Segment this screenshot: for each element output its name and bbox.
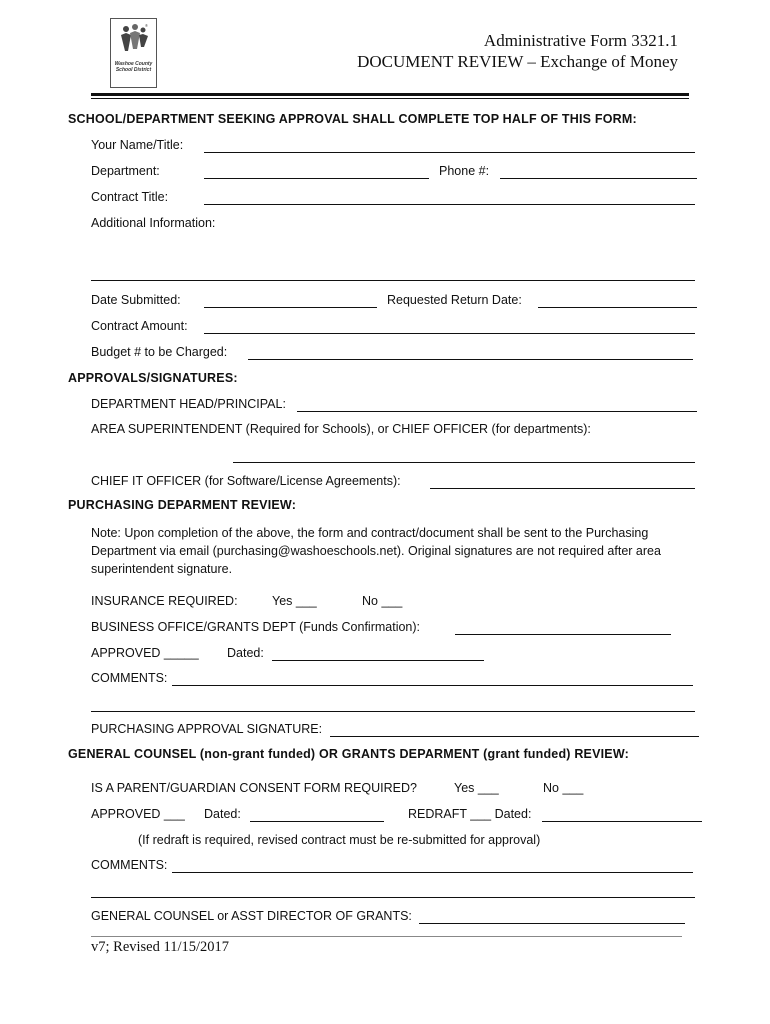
footer-rule bbox=[91, 936, 682, 937]
purchasing-sig-field[interactable] bbox=[330, 736, 699, 737]
people-icon bbox=[117, 23, 151, 55]
budget-field[interactable] bbox=[248, 359, 693, 360]
contract-title-label: Contract Title: bbox=[91, 190, 169, 204]
counsel-comments-label: COMMENTS: bbox=[91, 858, 168, 872]
revision-note: v7; Revised 11/15/2017 bbox=[91, 939, 230, 955]
logo-text-line2: School District bbox=[115, 67, 152, 73]
section1-heading: SCHOOL/DEPARTMENT SEEKING APPROVAL SHALL COMPLETE TOP HALF OF THIS FORM: bbox=[68, 112, 637, 126]
purchasing-sig-label: PURCHASING APPROVAL SIGNATURE: bbox=[91, 722, 323, 736]
purchasing-note: Note: Upon completion of the above, the form and contract/document shall be sent to the Purchasing Department via email (purchasing@washoeschools.net). Original signatures are not required after area superintendent signature. bbox=[91, 526, 661, 576]
dept-head-label: DEPARTMENT HEAD/PRINCIPAL: bbox=[91, 397, 286, 411]
purchasing-comments-line2[interactable] bbox=[91, 711, 695, 712]
chief-it-label: CHIEF IT OFFICER (for Software/License Agreements): bbox=[91, 474, 401, 488]
form-title: DOCUMENT REVIEW – Exchange of Money bbox=[357, 52, 678, 71]
name-title-label: Your Name/Title: bbox=[91, 138, 184, 152]
section3-heading: PURCHASING DEPARMENT REVIEW: bbox=[68, 498, 297, 512]
consent-no[interactable]: No ___ bbox=[543, 781, 584, 795]
dept-head-field[interactable] bbox=[297, 411, 697, 412]
business-office-field[interactable] bbox=[455, 634, 671, 635]
phone-label: Phone #: bbox=[439, 164, 490, 178]
business-office-label: BUSINESS OFFICE/GRANTS DEPT (Funds Confirmation): bbox=[91, 620, 421, 634]
phone-field[interactable] bbox=[500, 178, 697, 179]
area-super-field[interactable] bbox=[233, 462, 695, 463]
contract-amount-field[interactable] bbox=[204, 333, 695, 334]
insurance-no[interactable]: No ___ bbox=[362, 594, 403, 608]
requested-return-label: Requested Return Date: bbox=[387, 293, 522, 307]
svg-text:®: ® bbox=[145, 23, 148, 28]
counsel-dated-field[interactable] bbox=[250, 821, 384, 822]
additional-info-label: Additional Information: bbox=[91, 216, 216, 230]
counsel-comments-line2[interactable] bbox=[91, 897, 695, 898]
department-field[interactable] bbox=[204, 178, 429, 179]
header-rule bbox=[91, 93, 689, 96]
logo-text-line1: Washoe County bbox=[114, 61, 153, 67]
counsel-dated-label: Dated: bbox=[204, 807, 241, 821]
area-super-label: AREA SUPERINTENDENT (Required for Schools), or CHIEF OFFICER (for departments): bbox=[91, 422, 591, 436]
form-number: Administrative Form 3321.1 bbox=[483, 31, 678, 50]
contract-title-field[interactable] bbox=[204, 204, 695, 205]
section4-heading: GENERAL COUNSEL (non-grant funded) OR GRANTS DEPARMENT (grant funded) REVIEW: bbox=[68, 747, 629, 761]
date-submitted-field[interactable] bbox=[204, 307, 377, 308]
header-rule-thin bbox=[91, 98, 689, 99]
purchasing-comments-field[interactable] bbox=[172, 685, 693, 686]
consent-yes[interactable]: Yes ___ bbox=[454, 781, 499, 795]
purchasing-dated-label: Dated: bbox=[227, 646, 264, 660]
insurance-label: INSURANCE REQUIRED: bbox=[91, 594, 238, 608]
contract-amount-label: Contract Amount: bbox=[91, 319, 188, 333]
purchasing-dated-field[interactable] bbox=[272, 660, 484, 661]
consent-label: IS A PARENT/GUARDIAN CONSENT FORM REQUIRED? bbox=[91, 781, 417, 795]
date-submitted-label: Date Submitted: bbox=[91, 293, 181, 307]
gc-sig-label: GENERAL COUNSEL or ASST DIRECTOR OF GRANTS: bbox=[91, 909, 412, 923]
department-label: Department: bbox=[91, 164, 160, 178]
counsel-approved[interactable]: APPROVED ___ bbox=[91, 807, 185, 821]
district-logo bbox=[110, 18, 157, 88]
section2-heading: APPROVALS/SIGNATURES: bbox=[68, 371, 238, 385]
purchasing-comments-label: COMMENTS: bbox=[91, 671, 168, 685]
redraft-label: REDRAFT ___ Dated: bbox=[408, 807, 532, 821]
insurance-yes[interactable]: Yes ___ bbox=[272, 594, 317, 608]
requested-return-field[interactable] bbox=[538, 307, 697, 308]
chief-it-field[interactable] bbox=[430, 488, 695, 489]
redraft-note: (If redraft is required, revised contract must be re-submitted for approval) bbox=[138, 833, 541, 847]
redraft-dated-field[interactable] bbox=[542, 821, 702, 822]
name-title-field[interactable] bbox=[204, 152, 695, 153]
additional-info-field[interactable] bbox=[91, 280, 695, 281]
counsel-comments-field[interactable] bbox=[172, 872, 693, 873]
budget-label: Budget # to be Charged: bbox=[91, 345, 228, 359]
purchasing-approved[interactable]: APPROVED _____ bbox=[91, 646, 199, 660]
gc-sig-field[interactable] bbox=[419, 923, 685, 924]
